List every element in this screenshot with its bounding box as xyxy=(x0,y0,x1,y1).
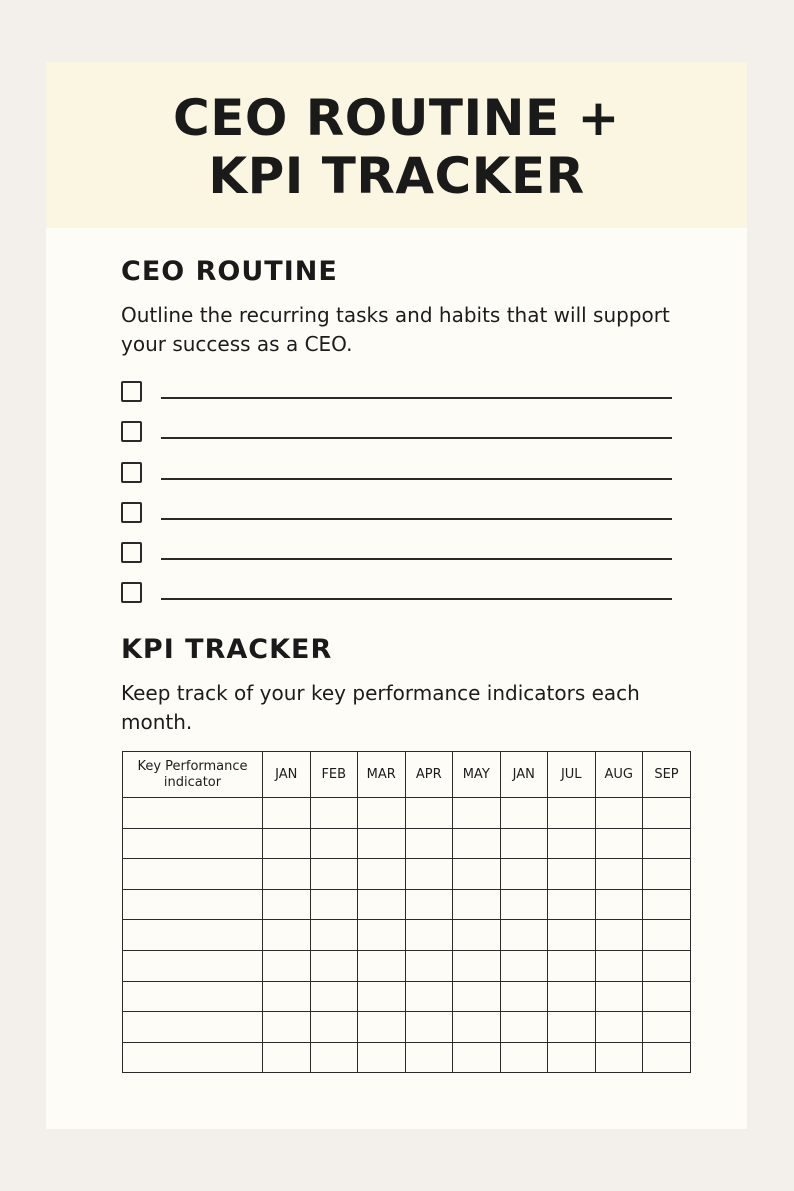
kpi-month-cell[interactable] xyxy=(548,798,596,829)
table-row xyxy=(123,950,691,981)
kpi-name-cell[interactable] xyxy=(123,1042,263,1073)
writing-line[interactable] xyxy=(161,478,672,480)
table-row xyxy=(123,1042,691,1073)
kpi-month-cell[interactable] xyxy=(643,828,691,859)
kpi-month-cell[interactable] xyxy=(595,828,643,859)
table-row xyxy=(123,981,691,1012)
kpi-month-cell[interactable] xyxy=(310,1042,358,1073)
kpi-month-cell[interactable] xyxy=(643,920,691,951)
kpi-month-cell[interactable] xyxy=(643,798,691,829)
kpi-month-cell[interactable] xyxy=(453,859,501,890)
ceo-routine-description: Outline the recurring tasks and habits that will support your success as a CEO. xyxy=(121,303,670,356)
kpi-month-cell[interactable] xyxy=(405,889,453,920)
writing-line[interactable] xyxy=(161,558,672,560)
kpi-month-cell[interactable] xyxy=(500,981,548,1012)
kpi-month-cell[interactable] xyxy=(310,859,358,890)
planner-sheet xyxy=(46,62,747,1129)
kpi-header-indicator: Key Performance indicator xyxy=(123,752,263,798)
kpi-header-month: FEB xyxy=(310,752,358,798)
kpi-name-cell[interactable] xyxy=(123,859,263,890)
kpi-month-cell[interactable] xyxy=(548,828,596,859)
kpi-month-cell[interactable] xyxy=(595,920,643,951)
kpi-month-cell[interactable] xyxy=(263,920,311,951)
kpi-month-cell[interactable] xyxy=(263,1042,311,1073)
kpi-month-cell[interactable] xyxy=(500,889,548,920)
kpi-month-cell[interactable] xyxy=(310,889,358,920)
kpi-month-cell[interactable] xyxy=(643,1012,691,1043)
kpi-month-cell[interactable] xyxy=(263,859,311,890)
kpi-month-cell[interactable] xyxy=(548,1042,596,1073)
writing-line[interactable] xyxy=(161,397,672,399)
kpi-month-cell[interactable] xyxy=(500,920,548,951)
page-title-line-2: KPI TRACKER xyxy=(208,147,585,205)
kpi-month-cell[interactable] xyxy=(263,828,311,859)
kpi-month-cell[interactable] xyxy=(263,1012,311,1043)
routine-item xyxy=(121,376,681,416)
kpi-name-cell[interactable] xyxy=(123,1012,263,1043)
kpi-name-cell[interactable] xyxy=(123,981,263,1012)
checkbox[interactable] xyxy=(121,381,142,402)
kpi-month-cell[interactable] xyxy=(548,920,596,951)
kpi-month-cell[interactable] xyxy=(500,1012,548,1043)
page-title-line-1: CEO ROUTINE + xyxy=(173,89,620,147)
kpi-month-cell[interactable] xyxy=(500,1042,548,1073)
kpi-header-row xyxy=(123,752,691,798)
kpi-name-cell[interactable] xyxy=(123,889,263,920)
kpi-month-cell[interactable] xyxy=(405,920,453,951)
kpi-month-cell[interactable] xyxy=(643,981,691,1012)
kpi-month-cell[interactable] xyxy=(453,1042,501,1073)
kpi-month-cell[interactable] xyxy=(643,950,691,981)
kpi-month-cell[interactable] xyxy=(405,828,453,859)
kpi-month-cell[interactable] xyxy=(358,950,406,981)
kpi-month-cell[interactable] xyxy=(263,798,311,829)
kpi-month-cell[interactable] xyxy=(358,859,406,890)
kpi-month-cell[interactable] xyxy=(500,828,548,859)
checkbox[interactable] xyxy=(121,582,142,603)
kpi-header-month: AUG xyxy=(595,752,643,798)
kpi-month-cell[interactable] xyxy=(453,798,501,829)
kpi-month-cell[interactable] xyxy=(643,889,691,920)
kpi-month-cell[interactable] xyxy=(263,889,311,920)
kpi-month-cell[interactable] xyxy=(453,828,501,859)
kpi-name-cell[interactable] xyxy=(123,950,263,981)
table-row xyxy=(123,828,691,859)
kpi-month-cell[interactable] xyxy=(310,920,358,951)
kpi-month-cell[interactable] xyxy=(358,889,406,920)
kpi-month-cell[interactable] xyxy=(263,950,311,981)
kpi-tracker-description: Keep track of your key performance indicators each month. xyxy=(121,681,640,734)
checkbox[interactable] xyxy=(121,502,142,523)
kpi-name-cell[interactable] xyxy=(123,798,263,829)
table-row xyxy=(123,920,691,951)
kpi-name-cell[interactable] xyxy=(123,828,263,859)
kpi-month-cell[interactable] xyxy=(500,950,548,981)
kpi-month-cell[interactable] xyxy=(310,798,358,829)
table-row xyxy=(123,859,691,890)
checkbox[interactable] xyxy=(121,542,142,563)
kpi-month-cell[interactable] xyxy=(548,859,596,890)
kpi-month-cell[interactable] xyxy=(595,798,643,829)
table-row xyxy=(123,889,691,920)
kpi-month-cell[interactable] xyxy=(405,798,453,829)
kpi-month-cell[interactable] xyxy=(310,1012,358,1043)
kpi-tracker-heading: KPI TRACKER xyxy=(121,634,333,665)
kpi-month-cell[interactable] xyxy=(405,1012,453,1043)
kpi-month-cell[interactable] xyxy=(405,950,453,981)
kpi-header-month: MAY xyxy=(453,752,501,798)
kpi-header-month: APR xyxy=(405,752,453,798)
checkbox[interactable] xyxy=(121,421,142,442)
kpi-month-cell[interactable] xyxy=(453,889,501,920)
kpi-month-cell[interactable] xyxy=(595,950,643,981)
kpi-month-cell[interactable] xyxy=(358,1012,406,1043)
kpi-month-cell[interactable] xyxy=(358,798,406,829)
kpi-month-cell[interactable] xyxy=(358,828,406,859)
routine-item xyxy=(121,497,681,537)
kpi-month-cell[interactable] xyxy=(548,981,596,1012)
kpi-header-month: JAN xyxy=(500,752,548,798)
kpi-month-cell[interactable] xyxy=(358,981,406,1012)
kpi-month-cell[interactable] xyxy=(595,1042,643,1073)
kpi-month-cell[interactable] xyxy=(310,981,358,1012)
kpi-header-month: JUL xyxy=(548,752,596,798)
kpi-month-cell[interactable] xyxy=(595,1012,643,1043)
routine-item xyxy=(121,537,681,577)
kpi-month-cell[interactable] xyxy=(310,950,358,981)
kpi-month-cell[interactable] xyxy=(500,798,548,829)
kpi-month-cell[interactable] xyxy=(643,1042,691,1073)
routine-item xyxy=(121,457,681,497)
header-band xyxy=(46,62,747,228)
kpi-header-month: SEP xyxy=(643,752,691,798)
kpi-month-cell[interactable] xyxy=(548,889,596,920)
kpi-month-cell[interactable] xyxy=(405,1042,453,1073)
routine-item xyxy=(121,577,681,617)
kpi-header-month: JAN xyxy=(263,752,311,798)
kpi-month-cell[interactable] xyxy=(358,1042,406,1073)
kpi-month-cell[interactable] xyxy=(500,859,548,890)
kpi-month-cell[interactable] xyxy=(405,859,453,890)
kpi-month-cell[interactable] xyxy=(453,950,501,981)
writing-line[interactable] xyxy=(161,518,672,520)
kpi-month-cell[interactable] xyxy=(595,889,643,920)
kpi-header-month: MAR xyxy=(358,752,406,798)
kpi-month-cell[interactable] xyxy=(453,981,501,1012)
kpi-month-cell[interactable] xyxy=(595,981,643,1012)
kpi-month-cell[interactable] xyxy=(548,950,596,981)
kpi-table-body xyxy=(123,798,691,1073)
routine-item xyxy=(121,416,681,456)
kpi-table xyxy=(122,751,691,1073)
ceo-routine-heading: CEO ROUTINE xyxy=(121,256,338,287)
checkbox[interactable] xyxy=(121,462,142,483)
kpi-month-cell[interactable] xyxy=(405,981,453,1012)
kpi-name-cell[interactable] xyxy=(123,920,263,951)
kpi-month-cell[interactable] xyxy=(358,920,406,951)
kpi-month-cell[interactable] xyxy=(453,1012,501,1043)
table-row xyxy=(123,1012,691,1043)
kpi-month-cell[interactable] xyxy=(643,859,691,890)
table-row xyxy=(123,798,691,829)
kpi-month-cell[interactable] xyxy=(310,828,358,859)
kpi-month-cell[interactable] xyxy=(453,920,501,951)
writing-line[interactable] xyxy=(161,598,672,600)
writing-line[interactable] xyxy=(161,437,672,439)
routine-checklist xyxy=(121,376,681,618)
kpi-month-cell[interactable] xyxy=(595,859,643,890)
kpi-month-cell[interactable] xyxy=(548,1012,596,1043)
kpi-month-cell[interactable] xyxy=(263,981,311,1012)
